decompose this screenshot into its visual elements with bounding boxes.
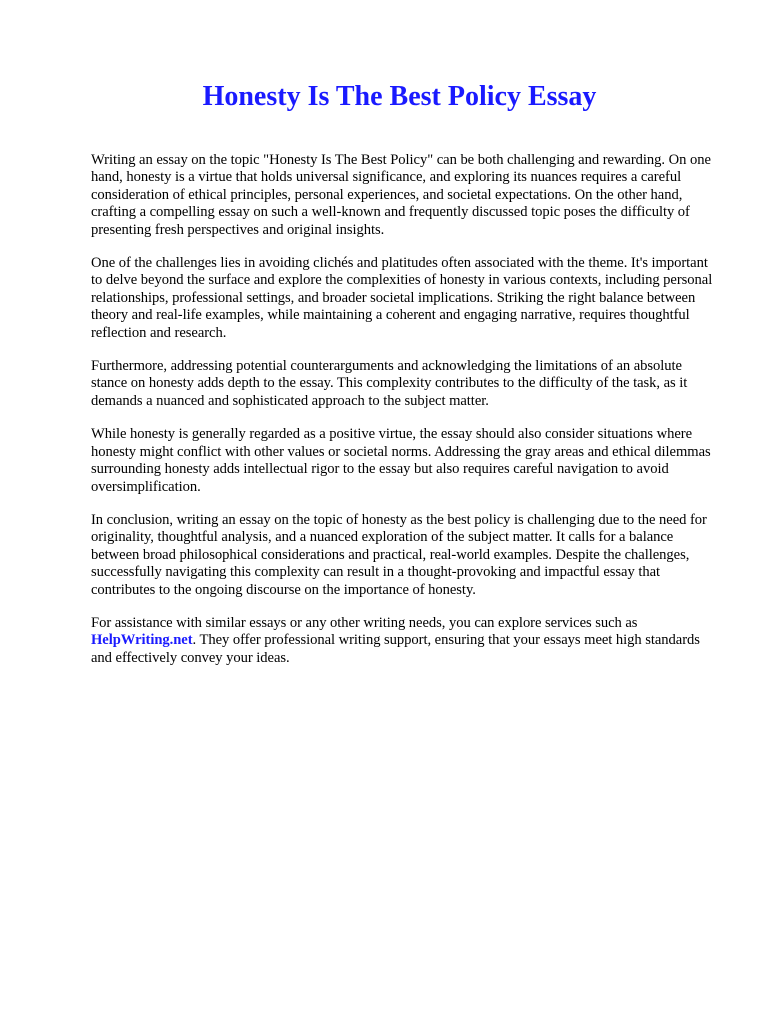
paragraph-conclusion: In conclusion, writing an essay on the topic of honesty as the best policy is challenging due to the need for originality, thoughtful analysis, and a nuanced exploration of the subject matter. It calls for a balance between broad philosophical considerations and practical, real-world examples. Despite the challenges, successfully navigating this complexity can result in a thought-provoking and impactful essay that contributes to the ongoing discourse on the importance of honesty. [91,511,707,598]
paragraph-intro: Writing an essay on the topic "Honesty Is The Best Policy" can be both challenging and rewarding. On one hand, honesty is a virtue that holds universal significance, and exploring its nuances requires a careful consideration of ethical principles, personal experiences, and societal expectations. On the other hand, crafting a compelling essay on such a well-known and frequently discussed topic poses the difficulty of presenting fresh perspectives and original insights. [91,152,711,238]
closing-text-before-link: For assistance with similar essays or any other writing needs, you can explore services such as [91,614,638,631]
paragraph-challenges: One of the challenges lies in avoiding clichés and platitudes often associated with the theme. It's important to delve beyond the surface and explore the complexities of honesty in various contexts, including personal relationships, professional settings, and broader societal implications. Striking the right balance between theory and real-life examples, while maintaining a coherent and engaging narrative, requires thoughtful reflection and research. [91,255,713,341]
page-title: Honesty Is The Best Policy Essay [202,81,597,112]
paragraph-gray-areas: While honesty is generally regarded as a positive virtue, the essay should also consider situations where honesty might conflict with other values or societal norms. Addressing the gray areas and ethical dilemmas surrounding honesty adds intellectual rigor to the essay but also requires careful navigation to avoid oversimplification. [91,426,711,495]
paragraph-counterarguments: Furthermore, addressing potential counterarguments and acknowledging the limitations of an absolute stance on honesty adds depth to the essay. This complexity contributes to the difficulty of the task, as it demands a nuanced and sophisticated approach to the subject matter. [91,358,688,409]
helpwriting-link[interactable]: HelpWriting.net [91,632,193,649]
closing-text-after-link: . They offer professional writing support, ensuring that your essays meet high standards and effectively convey your ideas. [91,632,700,666]
paragraph-closing [91,615,720,667]
